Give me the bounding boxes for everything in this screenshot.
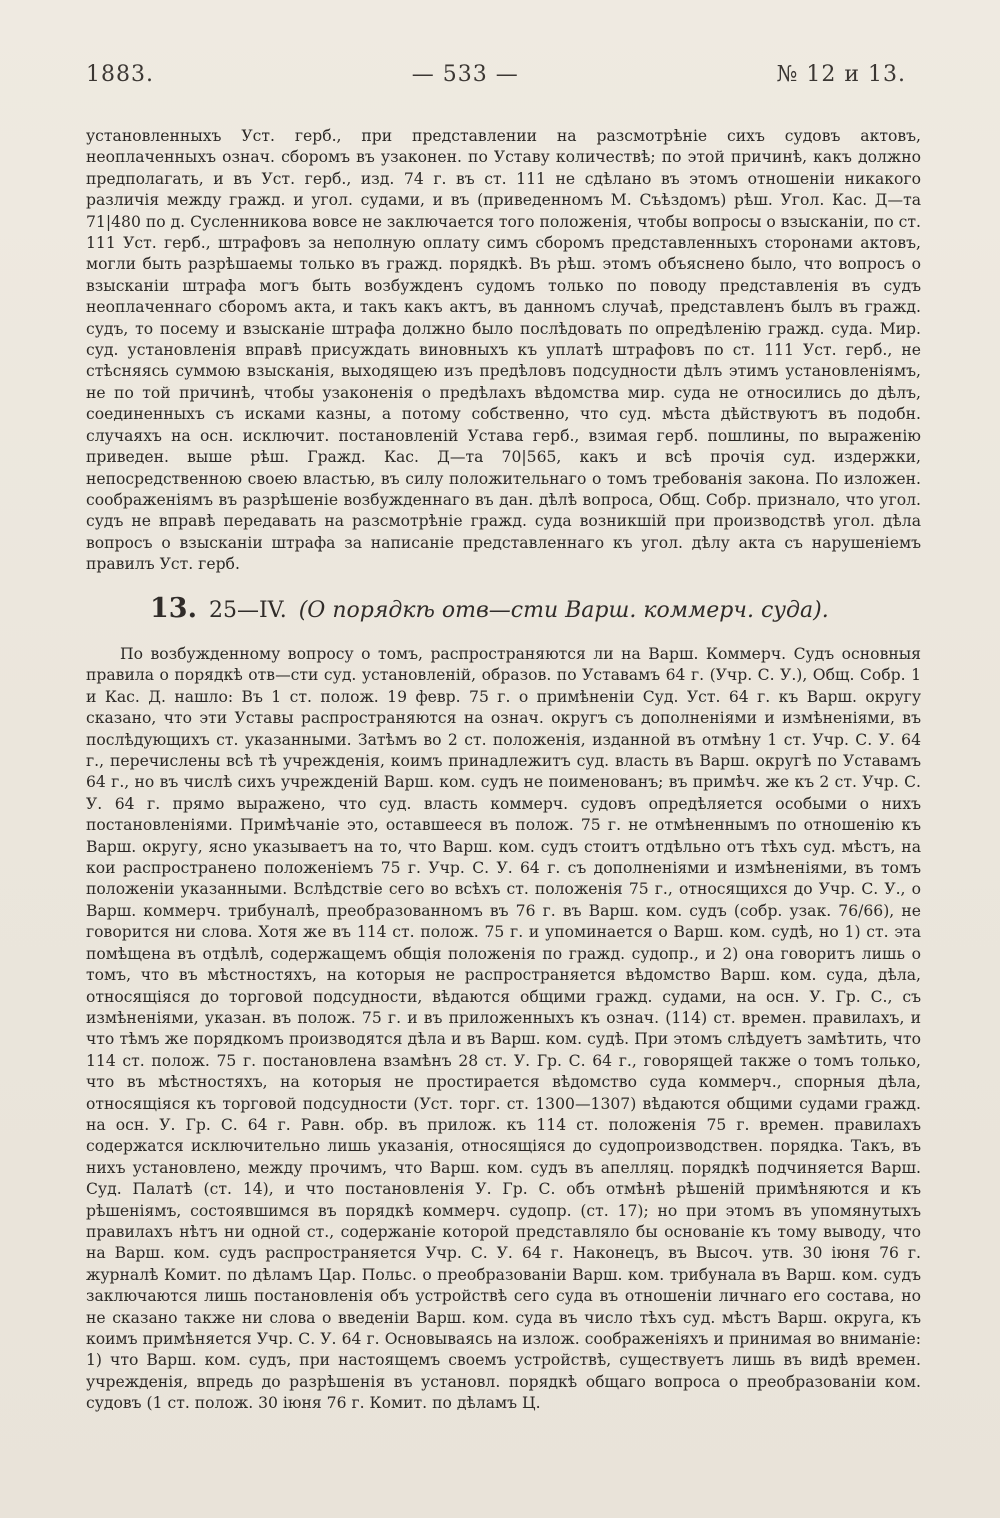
header-year: 1883. bbox=[86, 62, 154, 87]
section-title: (О порядкѣ отв—сти Варш. коммерч. суда). bbox=[298, 598, 829, 623]
text-block-1 bbox=[86, 126, 921, 576]
paragraph-1: установленныхъ Уст. герб., при представлении на разсмотрѣніе сихъ судовъ актовъ, неоплаченныхъ означ. сборомъ въ узаконен. по Уставу количествѣ; по этой причинѣ, какъ должно предполагать, и въ Уст. герб., изд. 74 г. въ ст. 111 не сдѣлано въ этомъ отношеніи никакого различія между гражд. и угол. судами, и въ (приведенномъ М. Съѣздомъ) рѣш. Угол. Кас. Д—та 71|480 по д. Сусленникова вовсе не заключается того положенія, чтобы вопросы о взысканіи, по ст. 111 Уст. герб., штрафовъ за неполную оплату симъ сборомъ представленныхъ сторонами актовъ, могли быть разрѣшаемы только въ гражд. порядкѣ. Въ рѣш. этомъ объяснено было, что вопросъ о взысканіи штрафа могъ быть возбужденъ судомъ только по поводу представленія въ судъ неоплаченнаго сборомъ акта, и такъ какъ актъ, въ данномъ случаѣ, представленъ былъ въ гражд. судъ, то посему и взысканіе штрафа должно было послѣдовать по опредѣленію гражд. суда. Мир. суд. установленія вправѣ присуждать виновныхъ къ уплатѣ штрафовъ по ст. 111 Уст. герб., не стѣсняясь суммою взысканія, выходящею изъ предѣловъ подсудности дѣлъ этимъ установленіямъ, не по той причинѣ, чтобы узаконенія о предѣлахъ вѣдомства мир. суда не относились до дѣлъ, соединенныхъ съ исками казны, а потому собственно, что суд. мѣста дѣйствуютъ въ подобн. случаяхъ на осн. исключит. постановленій Устава герб., взимая герб. пошлины, по выраженію приведен. выше рѣш. Гражд. Кас. Д—та 70|565, какъ и всѣ прочія суд. издержки, непосредственною своею властью, въ силу положительнаго о томъ требованія закона. По изложен. соображеніямъ въ разрѣшеніе возбужденнаго въ дан. дѣлѣ вопроса, Общ. Собр. признало, что угол. судъ не вправѣ передавать на разсмотрѣніе гражд. суда возникшій при производствѣ угол. дѣла вопросъ о взысканіи штрафа за написаніе представленнаго къ угол. дѣлу акта съ нарушеніемъ правилъ Уст. герб. bbox=[86, 127, 921, 574]
section-date: 25—IV. bbox=[208, 598, 287, 623]
header-issue: № 12 и 13. bbox=[776, 62, 906, 87]
text-block-2 bbox=[86, 644, 921, 1415]
section-number: 13. bbox=[150, 593, 197, 624]
header-page-number: — 533 — bbox=[411, 62, 519, 87]
section-heading bbox=[150, 593, 930, 624]
page-header bbox=[86, 62, 906, 87]
paragraph-2: По возбужденному вопросу о томъ, распространяются ли на Варш. Коммерч. Судъ основныя правила о порядкѣ отв—сти суд. установленій, образов. по Уставамъ 64 г. (Учр. С. У.), Общ. Собр. 1 и Кас. Д. нашло: Въ 1 ст. полож. 19 февр. 75 г. о примѣненіи Суд. Уст. 64 г. къ Варш. округу сказано, что эти Уставы распространяются на означ. округъ съ дополненіями и измѣненіями, въ послѣдующихъ ст. указанными. Затѣмъ во 2 ст. положенія, изданной въ отмѣну 1 ст. Учр. С. У. 64 г., перечислены всѣ тѣ учрежденія, коимъ принадлежитъ суд. власть въ Варш. округѣ по Уставамъ 64 г., но въ числѣ сихъ учрежденій Варш. ком. судъ не поименованъ; въ примѣч. же къ 2 ст. Учр. С. У. 64 г. прямо выражено, что суд. власть коммерч. судовъ опредѣляется особыми о нихъ постановленіями. Примѣчаніе это, оставшееся въ полож. 75 г. не отмѣненнымъ по отношенію къ Варш. округу, ясно указываетъ на то, что Варш. ком. судъ стоитъ отдѣльно отъ тѣхъ суд. мѣстъ, на кои распространено положеніемъ 75 г. Учр. С. У. 64 г. съ дополненіями и измѣненіями, въ томъ положеніи указанными. Вслѣдствіе сего во всѣхъ ст. положенія 75 г., относящихся до Учр. С. У., о Варш. коммерч. трибуналѣ, преобразованномъ въ 76 г. въ Варш. ком. судъ (собр. узак. 76/66), не говорится ни слова. Хотя же въ 114 ст. полож. 75 г. и упоминается о Варш. ком. судѣ, но 1) ст. эта помѣщена въ отдѣлѣ, содержащемъ общія положенія по гражд. судопр., и 2) она говоритъ лишь о томъ, что въ мѣстностяхъ, на которыя не распространяется вѣдомство Варш. ком. суда, дѣла, относящіяся до торговой подсудности, вѣдаются общими гражд. судами, на осн. У. Гр. С., съ измѣненіями, указан. въ полож. 75 г. и въ приложенныхъ къ означ. (114) ст. времен. правилахъ, и что тѣмъ же порядкомъ производятся дѣла и въ Варш. ком. судѣ. При этомъ слѣдуетъ замѣтить, что 114 ст. полож. 75 г. постановлена взамѣнъ 28 ст. У. Гр. С. 64 г., говорящей также о томъ только, что въ мѣстностяхъ, на которыя не простирается вѣдомство суда коммерч., спорныя дѣла, относящіяся къ торговой подсудности (Уст. торг. ст. 1300—1307) вѣдаются общими судами гражд. на осн. У. Гр. С. 64 г. Равн. обр. въ прилож. къ 114 ст. положенія 75 г. времен. правилахъ содержатся исключительно лишь указанія, относящіяся до судопроизводствен. порядка. Такъ, въ нихъ установлено, между прочимъ, что Варш. ком. судъ въ апелляц. порядкѣ подчиняется Варш. Суд. Палатѣ (ст. 14), и что постановленія У. Гр. С. объ отмѣнѣ рѣшеній примѣняются и къ рѣшеніямъ, состоявшимся въ порядкѣ коммерч. судопр. (ст. 17); но при этомъ въ упомянутыхъ правилахъ нѣтъ ни одной ст., содержаніе которой представляло бы основаніе къ тому выводу, что на Варш. ком. судъ распространяется Учр. С. У. 64 г. Наконецъ, въ Высоч. утв. 30 іюня 76 г. журналѣ Комит. по дѣламъ Цар. Польс. о преобразованіи Варш. ком. трибунала въ Варш. ком. судъ заключаются лишь постановленія объ устройствѣ сего суда въ отношеніи личнаго его состава, но не сказано также ни слова о введеніи Варш. ком. суда въ число тѣхъ суд. мѣстъ Варш. округа, къ коимъ примѣняется Учр. С. У. 64 г. Основываясь на излож. соображеніяхъ и принимая во вниманіе: 1) что Варш. ком. судъ, при настоящемъ своемъ устройствѣ, существуетъ лишь въ видѣ времен. учрежденія, впредь до разрѣшенія въ установл. порядкѣ общаго вопроса о преобразованіи ком. судовъ (1 ст. полож. 30 іюня 76 г. Комит. по дѣламъ Ц. bbox=[86, 645, 921, 1413]
